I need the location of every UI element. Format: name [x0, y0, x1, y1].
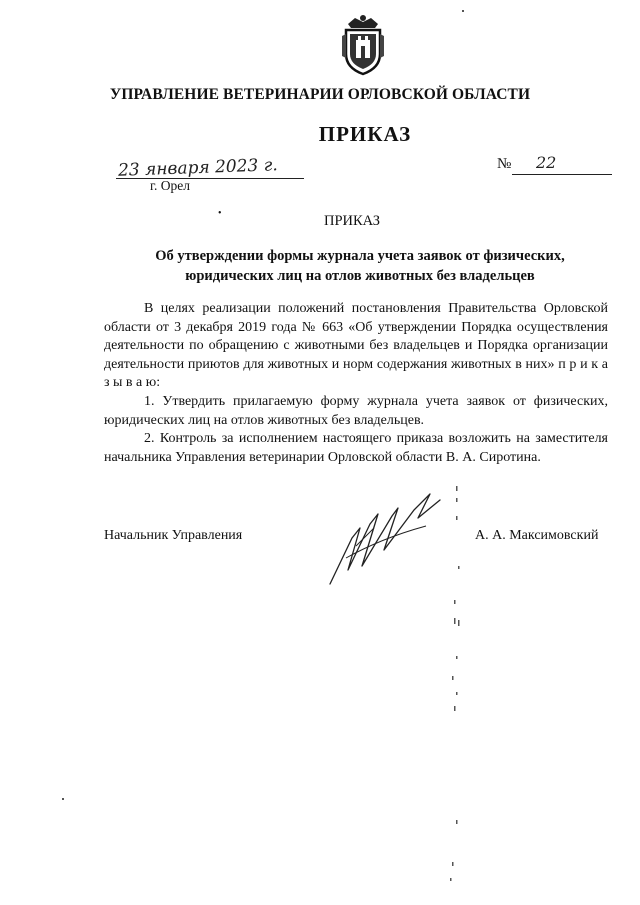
subject-line-1: Об утверждении формы журнала учета заявок от физических,: [155, 248, 565, 264]
signatory-name: А. А. Максимовский: [475, 528, 599, 543]
organization-name: УПРАВЛЕНИЕ ВЕТЕРИНАРИИ ОРЛОВСКОЙ ОБЛАСТИ: [109, 86, 531, 103]
document-type-title: ПРИКАЗ: [318, 122, 412, 146]
preamble-paragraph: В целях реализации положений постановления Правительства Орловской области от 3 декабря 2019 года № 663 «Об утверждении Порядка осуществления деятельности по обращению с животными без владельцев и Порядка организации деятельности приютов для животных и норм содержания животных в них» п р и к а з ы в а ю:: [104, 301, 608, 391]
handwritten-date: 23 января 2023 г.: [117, 155, 279, 181]
handwritten-number: 22: [536, 153, 557, 172]
subject-line-2: юридических лиц на отлов животных без владельцев: [185, 268, 535, 284]
city-label: г. Орел: [150, 178, 190, 193]
signatory-title: Начальник Управления: [104, 528, 243, 543]
order-heading: ПРИКАЗ: [323, 213, 381, 229]
number-label: №: [497, 156, 512, 172]
clause-1-paragraph: 1. Утвердить прилагаемую форму журнала учета заявок от физических, юридических лиц на отлов животных без владельцев.: [104, 393, 608, 428]
scan-speck: •: [218, 208, 222, 219]
clause-2-paragraph: 2. Контроль за исполнением настоящего приказа возложить на заместителя начальника Управления ветеринарии Орловской области В. А. Сиротина.: [104, 431, 608, 465]
